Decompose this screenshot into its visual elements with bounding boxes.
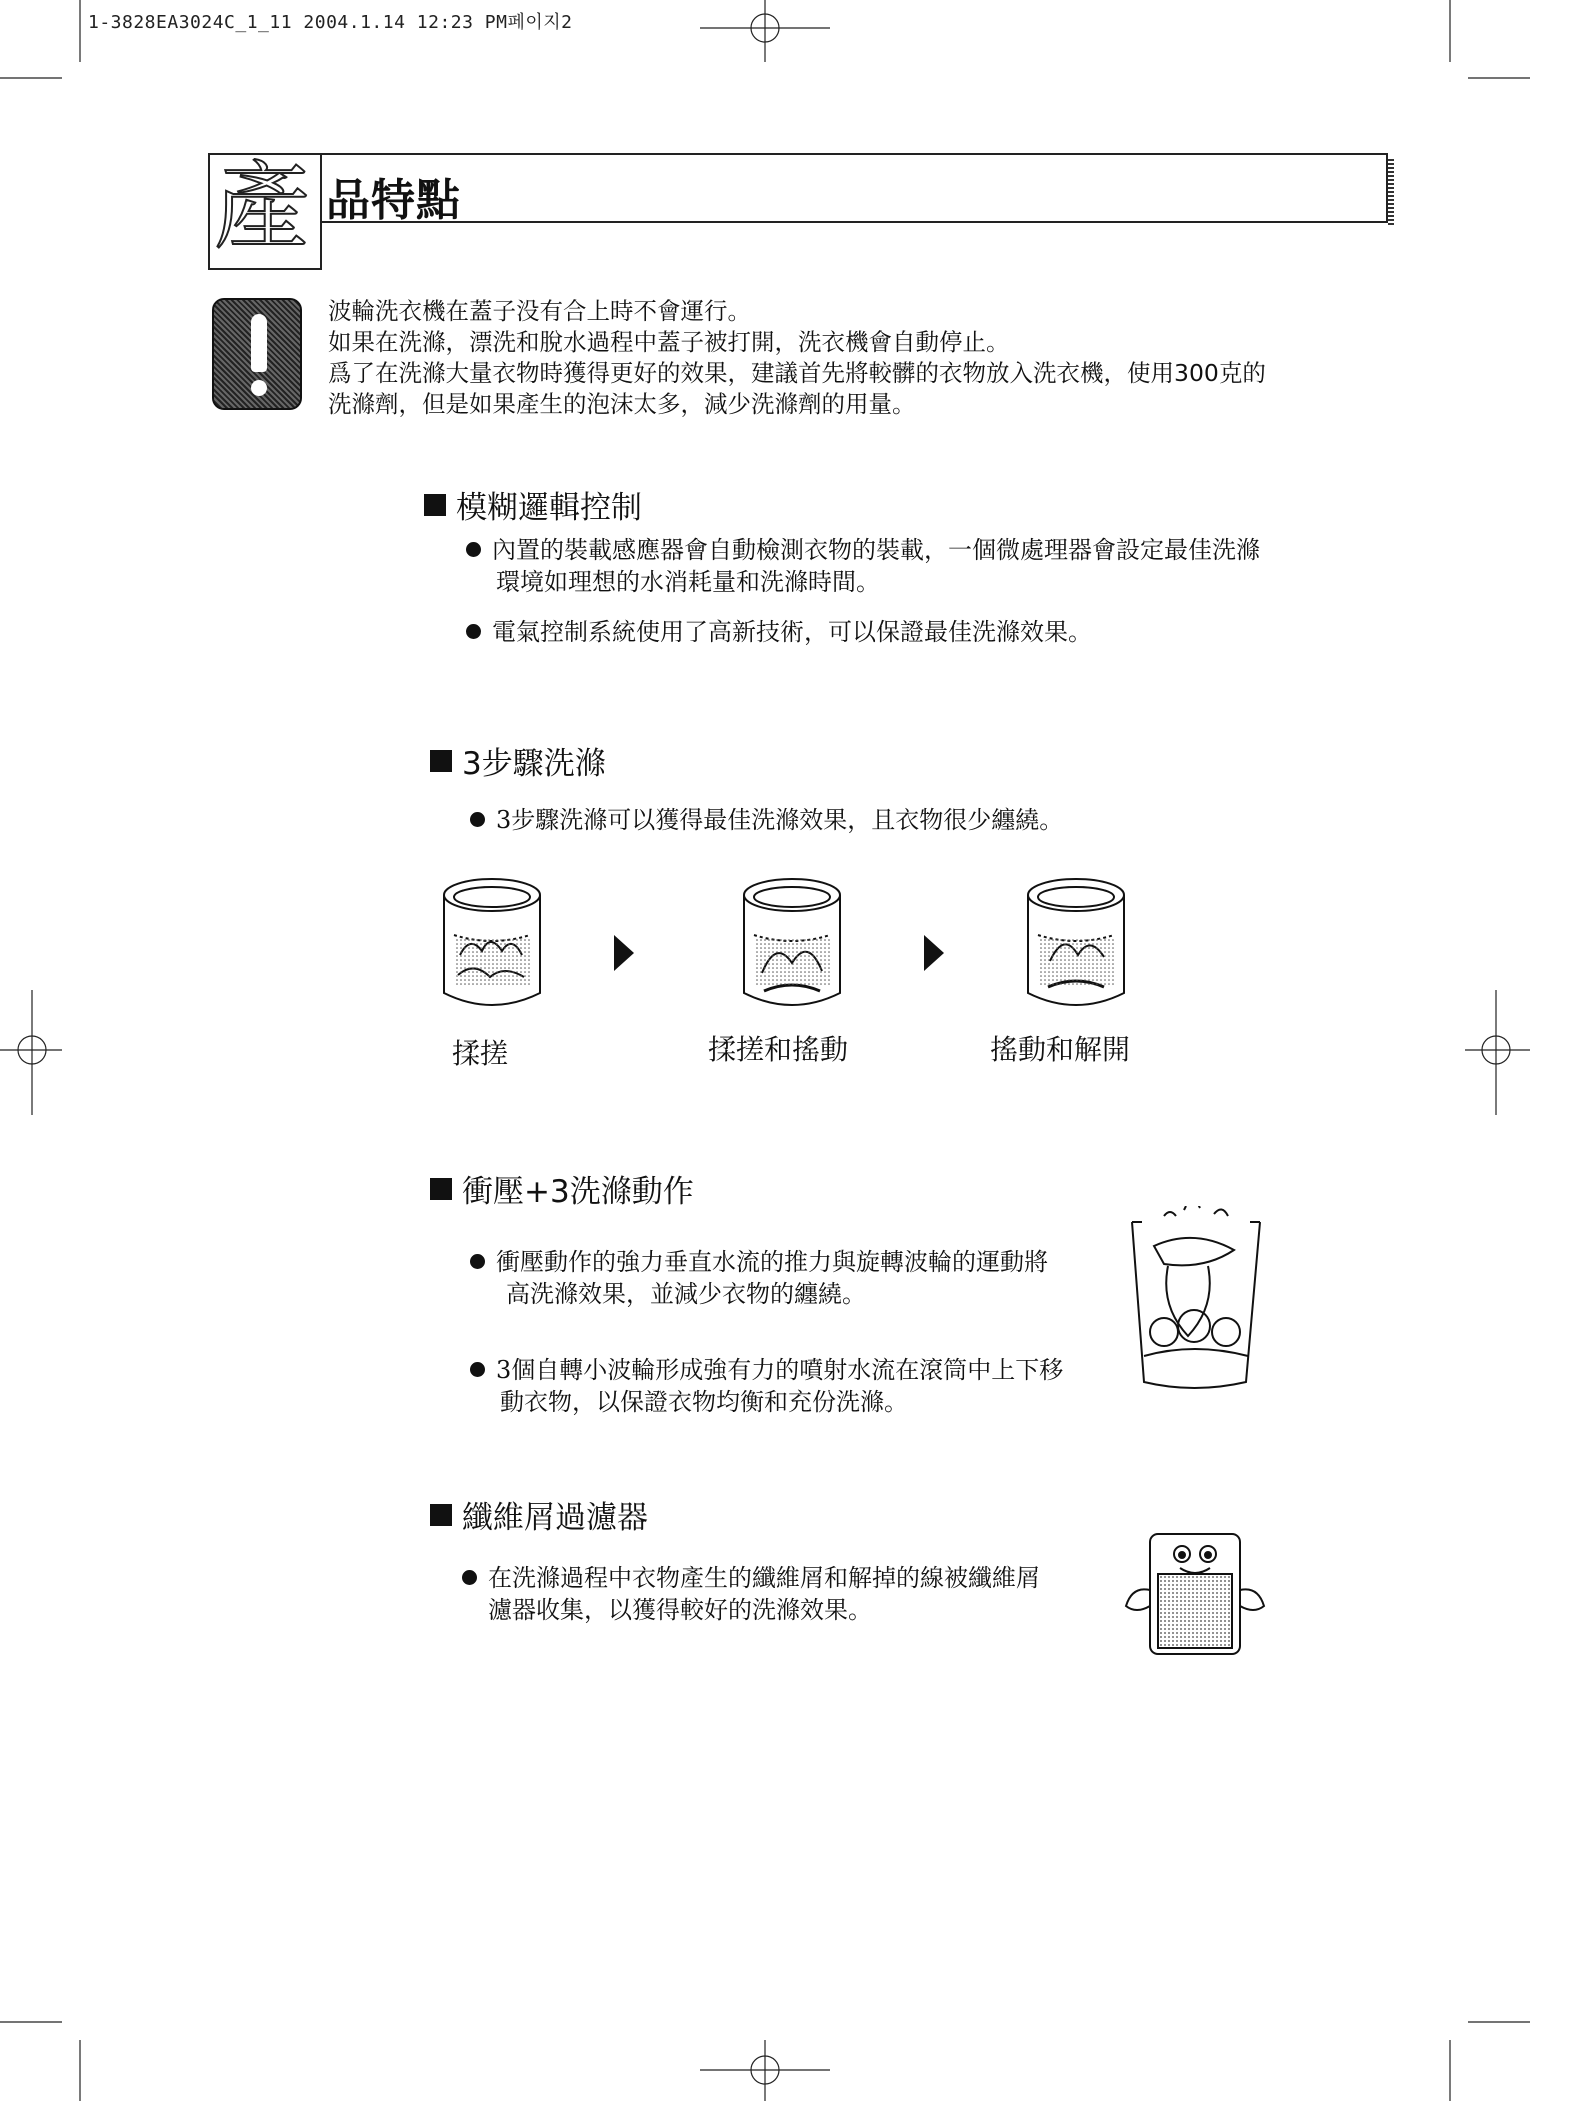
- warning-line: 如果在洗滌，漂洗和脫水過程中蓋子被打開，洗衣機會自動停止。: [328, 328, 1010, 356]
- bullet-item: 3個自轉小波輪形成強有力的噴射水流在滾筒中上下移 動衣物，以保證衣物均衡和充份洗滌。: [470, 1354, 1063, 1418]
- square-bullet-icon: [430, 1178, 452, 1200]
- bullet-item: 內置的裝載感應器會自動檢測衣物的裝載，一個微處理器會設定最佳洗滌 環境如理想的水消耗量和洗滌時間。: [466, 534, 1260, 598]
- title-big-char: 產: [214, 151, 310, 263]
- step-label: 揉搓: [452, 1037, 509, 1070]
- bullet-dot-icon: [462, 1570, 477, 1585]
- tub-rubbing-icon: [444, 879, 540, 1005]
- arrow-right-icon: [924, 935, 944, 971]
- print-header: 1-3828EA3024C_1_11 2004.1.14 12:23 PM페이지2: [88, 12, 573, 33]
- square-bullet-icon: [430, 750, 452, 772]
- warning-line: 爲了在洗滌大量衣物時獲得更好的效果，建議首先將較髒的衣物放入洗衣機，使用300克的: [328, 359, 1266, 387]
- bullet-dot-icon: [470, 812, 485, 827]
- section-heading-impact: 衝壓+3洗滌動作: [430, 1166, 694, 1211]
- warning-line: 洗滌劑，但是如果產生的泡沫太多，減少洗滌劑的用量。: [328, 390, 916, 418]
- bullet-item: 在洗滌過程中衣物產生的纖維屑和解掉的線被纖維屑 濾器收集，以獲得較好的洗滌效果。: [462, 1562, 1040, 1626]
- step-label: 搖動和解開: [990, 1033, 1131, 1066]
- lint-filter-mascot-icon: [1120, 1524, 1270, 1664]
- square-bullet-icon: [424, 494, 446, 516]
- section-heading-fuzzy: 模糊邏輯控制: [424, 482, 642, 527]
- three-step-illustrations: [440, 875, 1160, 1015]
- tub-impact-wash-icon: [1124, 1206, 1270, 1396]
- exclamation-warning-icon: [212, 298, 302, 410]
- section-heading-filter: 纖維屑過濾器: [430, 1492, 648, 1537]
- bullet-dot-icon: [466, 624, 481, 639]
- step-label: 揉搓和搖動: [708, 1033, 849, 1066]
- bullet-item: 衝壓動作的強力垂直水流的推力與旋轉波輪的運動將 高洗滌效果，並減少衣物的纏繞。: [470, 1246, 1048, 1310]
- bullet-dot-icon: [470, 1254, 485, 1269]
- warning-line: 波輪洗衣機在蓋子没有合上時不會運行。: [328, 297, 751, 325]
- tub-shaking-loosening-icon: [1028, 879, 1124, 1005]
- bullet-item: 電氣控制系統使用了高新技術，可以保證最佳洗滌效果。: [466, 616, 1092, 648]
- warning-text: [328, 296, 1266, 420]
- bullet-dot-icon: [466, 542, 481, 557]
- page-title: 品特點: [326, 175, 461, 226]
- bullet-item: 3步驟洗滌可以獲得最佳洗滌效果，且衣物很少纏繞。: [470, 804, 1063, 836]
- tub-rubbing-shaking-icon: [744, 879, 840, 1005]
- arrow-right-icon: [614, 935, 634, 971]
- bullet-dot-icon: [470, 1362, 485, 1377]
- square-bullet-icon: [430, 1504, 452, 1526]
- section-heading-three-step: 3步驟洗滌: [430, 738, 606, 783]
